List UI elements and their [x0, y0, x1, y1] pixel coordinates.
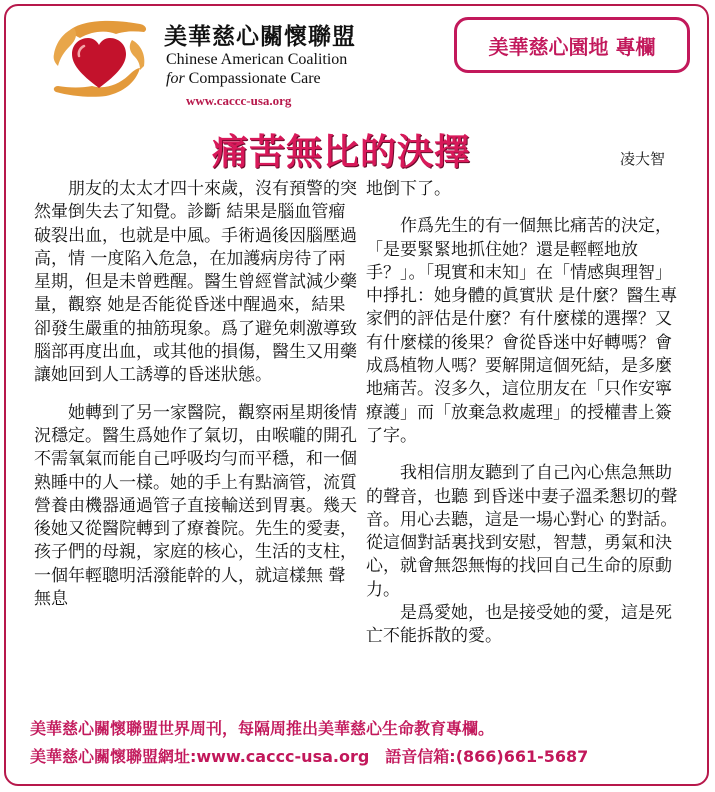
- brand-name-english-line2: [166, 70, 321, 88]
- brand-url: www.caccc-usa.org: [186, 93, 292, 108]
- article-paragraph: 是爲愛她，也是接受她的愛，這是死亡不能拆散的愛。: [366, 603, 672, 647]
- column-badge-label: 美華慈心園地 專欄: [488, 34, 656, 59]
- column-badge: [454, 17, 690, 73]
- brand-name-english: Chinese American Coalition: [166, 51, 348, 68]
- footer-line-1: 美華慈心關懷聯盟世界周刊，每隔周推出美華慈心生命教育專欄。: [30, 719, 495, 738]
- article-paragraph: 她轉到了另一家醫院，觀察兩星期後情況穩定。醫生爲她作了氣切，由喉嚨的開孔不需氧氣而能自己呼吸均勻而平穩，和一個熟睡中的人一樣。她的手上有點滴管，流質營養由機器通過管子直接輸送到胃裏。幾天後她又從醫院轉到了療養院。先生的愛妻，孩子們的母親，家庭的核心，生活的支柱，一個年輕聰明活潑能幹的人，就這樣無 聲無息: [34, 402, 357, 610]
- brand-logo: [40, 10, 360, 114]
- article-paragraph: 朋友的太太才四十來歲，沒有預警的突然暈倒失去了知覺。診斷 結果是腦血管瘤破裂出血，也就是中風。手術過後因腦壓過高，情 一度陷入危急，在加護病房待了兩星期，但是未曾甦醒。醫生曾經嘗試減少藥量，觀察 她是否能從昏迷中醒過來，結果卻發生嚴重的抽筋現象。爲了避免刺激導致腦部再度出血，或其他的損傷，醫生又用藥讓她回到人工誘導的昏迷狀態。: [34, 179, 357, 386]
- article-paragraph: 我相信朋友聽到了自己內心焦急無助的聲音，也聽 到昏迷中妻子溫柔懇切的聲音。用心去聽，這是一場心對心 的對話。從這個對話裏找到安慰，智慧，勇氣和決心，就會無怨無悔的找回自己生命的原動力。: [366, 463, 678, 600]
- article-paragraph: 作爲先生的有一個無比痛苦的決定，「是要緊緊地抓住她？還是輕輕地放手？」。「現實和末知」在「情感與理智」中掙扎：她身體的眞實狀 是什麼？醫生專家們的評估是什麼？有什麼樣的選擇？又有什麼樣的後果？會從昏迷中好轉嗎？會成爲植物人嗎？要解開這個死結，是多麼地痛苦。沒多久，這位朋友在「只作安寧療護」而「放棄急救處理」的授權書上簽了字。: [366, 216, 678, 446]
- heart-hands-icon: [40, 16, 158, 102]
- footer: [30, 716, 690, 767]
- article-title: 痛苦無比的決擇: [212, 131, 472, 173]
- brand-name-rest: Compassionate Care: [184, 70, 321, 87]
- article-paragraph-continued: 地倒下了。: [366, 179, 451, 199]
- brand-name-chinese: 美華慈心關懷聯盟: [164, 23, 356, 50]
- article-author: 凌大智: [620, 150, 666, 168]
- brand-name-for: for: [166, 70, 185, 87]
- article-column-left: [34, 178, 360, 625]
- article-column-right: [366, 178, 686, 663]
- footer-line-2: 美華慈心關懷聯盟網址:www.caccc-usa.org 語音信箱:(866)661-5687: [30, 747, 589, 766]
